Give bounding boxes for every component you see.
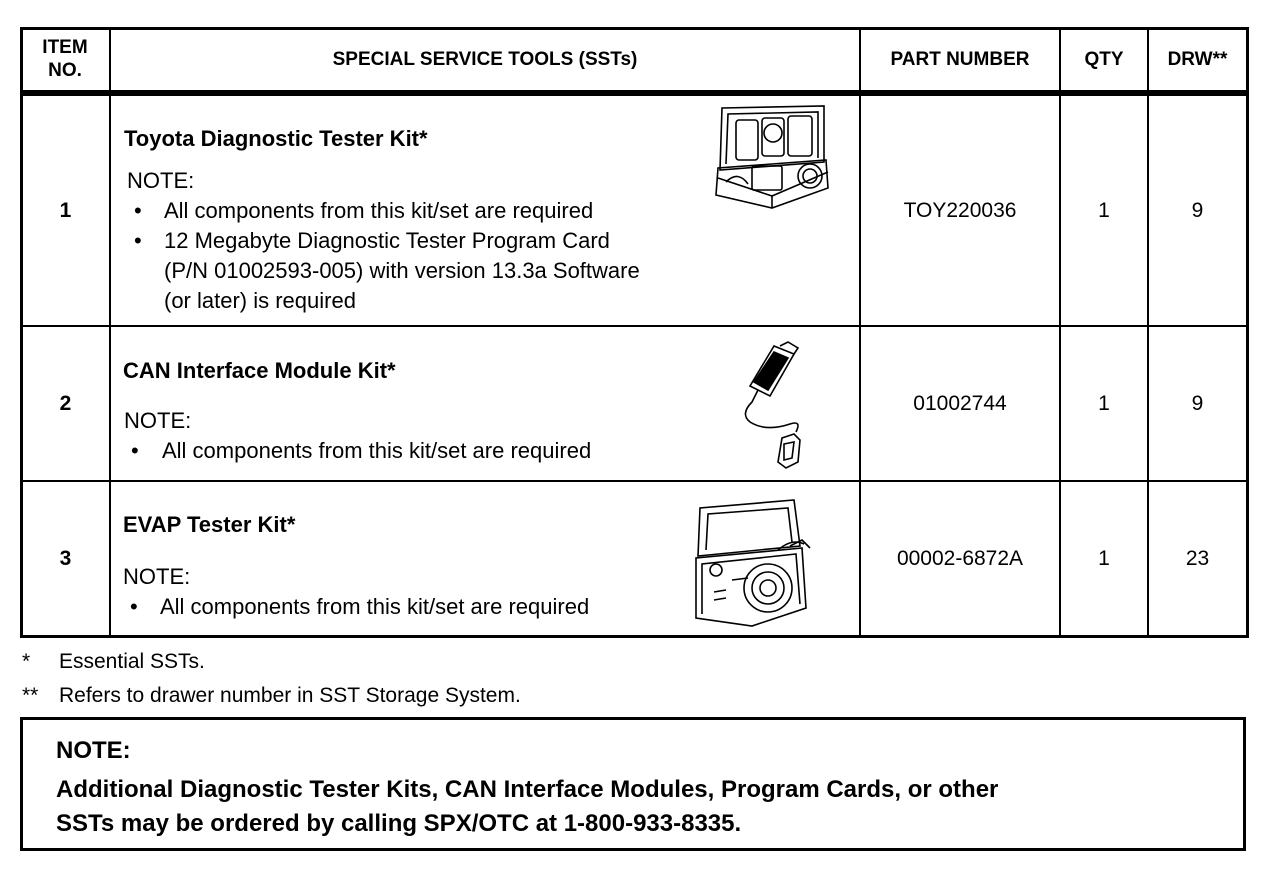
note-line: Additional Diagnostic Tester Kits, CAN Interface Modules, Program Cards, or other [56, 776, 999, 803]
part-number: 01002744 [913, 391, 1007, 415]
bullet-icon: • [134, 228, 142, 253]
part-number: TOY220036 [903, 198, 1017, 222]
header-special-service-tools: SPECIAL SERVICE TOOLS (SSTs) [332, 48, 638, 70]
drawer-number: 9 [1191, 391, 1204, 415]
item-number: 3 [59, 546, 72, 570]
tool-title: CAN Interface Module Kit* [123, 358, 396, 383]
note-label: NOTE: [124, 408, 192, 433]
header-drw: DRW** [1167, 48, 1228, 70]
bullet-text-continuation: (P/N 01002593-005) with version 13.3a Software [164, 258, 640, 283]
bullet-icon: • [134, 198, 142, 223]
tool-title: EVAP Tester Kit* [123, 512, 296, 537]
quantity: 1 [1098, 198, 1110, 222]
evap-tester-case-icon [692, 496, 816, 630]
table-border-top [20, 27, 1249, 30]
table-border-bottom [20, 635, 1249, 638]
part-number: 00002-6872A [896, 546, 1024, 570]
footnote-text: Refers to drawer number in SST Storage System. [59, 684, 521, 707]
column-separator [109, 27, 111, 638]
bullet-text: All components from this kit/set are required [164, 198, 594, 223]
drawer-number: 23 [1185, 546, 1210, 570]
footnote-mark: * [22, 650, 31, 673]
item-number: 1 [59, 198, 72, 222]
bullet-icon: • [130, 594, 138, 619]
note-line: SSTs may be ordered by calling SPX/OTC at 1-800-933-8335. [56, 810, 742, 837]
header-item-no: ITEM NO. [42, 37, 88, 81]
table-border-right [1246, 27, 1249, 638]
header-qty: QTY [1084, 48, 1124, 70]
bullet-text-continuation: (or later) is required [164, 288, 356, 313]
diagnostic-tester-case-icon [712, 100, 832, 220]
quantity: 1 [1098, 546, 1110, 570]
bullet-text: 12 Megabyte Diagnostic Tester Program Card [164, 228, 610, 253]
bullet-text: All components from this kit/set are required [160, 594, 590, 619]
footnote-text: Essential SSTs. [59, 650, 205, 673]
drawer-number: 9 [1191, 198, 1204, 222]
note-label: NOTE: [127, 168, 195, 193]
note-title: NOTE: [56, 737, 131, 764]
footnote-mark: ** [22, 684, 39, 707]
bullet-text: All components from this kit/set are required [162, 438, 592, 463]
bullet-icon: • [131, 438, 139, 463]
tool-title: Toyota Diagnostic Tester Kit* [124, 126, 428, 151]
note-label: NOTE: [123, 564, 191, 589]
quantity: 1 [1098, 391, 1110, 415]
can-interface-module-icon [736, 340, 806, 472]
header-part-number: PART NUMBER [890, 48, 1030, 70]
item-number: 2 [59, 391, 72, 415]
